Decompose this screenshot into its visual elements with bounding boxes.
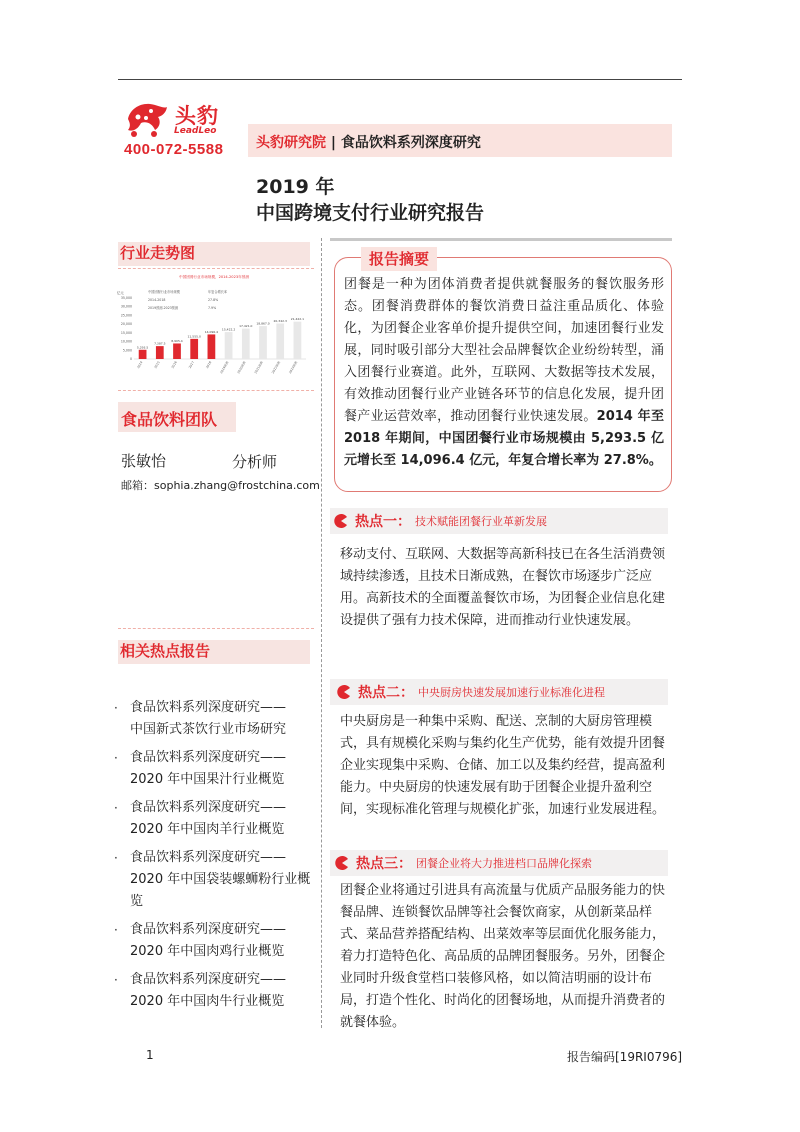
related-report-line1: 食品饮料系列深度研究——	[130, 700, 287, 715]
bullet-icon: ·	[114, 851, 118, 865]
chart-legend-value: 7.9%	[208, 306, 217, 310]
chart-legend-value: 27.8%	[208, 298, 219, 302]
chart-y-tick: 30,000	[120, 304, 132, 309]
chart-y-tick: 35,000	[120, 296, 132, 300]
summary-text	[344, 274, 664, 472]
chart-bar	[139, 350, 147, 359]
hotspot-subtitle: 中央厨房快速发展加速行业标准化进程	[418, 686, 605, 699]
chart-x-tick: 2014	[136, 360, 144, 370]
chart-legend-label: 2014-2018	[148, 298, 166, 302]
analyst-role: 分析师	[232, 453, 278, 471]
chart-data-label: 5,293.5	[136, 345, 149, 350]
chart-data-label: 8,905.4	[171, 338, 183, 343]
related-report-line1: 食品饮料系列深度研究——	[130, 922, 287, 937]
page-number: 1	[146, 1048, 154, 1062]
related-report-line2: 2020 年中国肉鸡行业概览	[130, 944, 285, 959]
related-report-item[interactable]	[114, 697, 314, 741]
related-report-line2: 2020 年中国袋装螺蛳粉行业概览	[130, 872, 311, 909]
brand-name-cn: 头豹	[175, 104, 219, 128]
related-report-line1: 食品饮料系列深度研究——	[130, 800, 287, 815]
bullet-icon: ·	[114, 923, 118, 937]
chart-x-tick: 2022预测	[270, 360, 282, 375]
chart-y-tick: 20,000	[120, 322, 132, 327]
related-report-line1: 食品饮料系列深度研究——	[130, 972, 287, 987]
team-divider	[118, 390, 314, 391]
chart-x-tick: 2020预测	[236, 360, 247, 375]
chart-x-tick: 2016	[170, 360, 178, 370]
chart-data-label: 17,421.0	[239, 324, 253, 329]
hotspot-label: 热点二：	[358, 685, 414, 701]
related-report-item[interactable]	[114, 747, 314, 791]
chart-legend-label: 2019预测-2023预测	[148, 306, 179, 310]
chart-x-tick: 2021预测	[253, 360, 264, 375]
chart-data-label: 21,422.1	[290, 317, 305, 322]
related-report-line2: 2020 年中国果汁行业概览	[130, 772, 285, 787]
related-report-line2: 2020 年中国肉羊行业概览	[130, 822, 285, 837]
pacman-icon	[336, 684, 352, 700]
related-report-line1: 食品饮料系列深度研究——	[130, 750, 287, 765]
chart-x-tick: 2015	[153, 360, 161, 370]
chart-y-tick: 15,000	[120, 330, 132, 335]
chart-x-tick: 2017	[187, 360, 196, 370]
related-report-line2: 2020 年中国肉牛行业概览	[130, 994, 285, 1009]
chart-y-tick: 5,000	[122, 348, 132, 353]
chart-legend-value: 年复合增长率	[208, 290, 228, 294]
analyst-name: 张敏怡	[121, 452, 167, 470]
hotspot-text: 移动支付、互联网、大数据等高新科技已在各生活消费领域持续渗透，且技术日渐成熟，在餐饮市场逐步广泛应用。高新技术的全面覆盖餐饮市场，为团餐企业信息化建设提供了强有力技术保障，进而推动行业快速发展。	[340, 547, 666, 628]
related-report-item[interactable]	[114, 969, 314, 1013]
summary-title: 报告摘要	[361, 247, 437, 271]
hotspot-text: 团餐企业将通过引进具有高流量与优质产品服务能力的快餐品牌、连锁餐饮品牌等社会餐饮商家，从创新菜品样式、菜品营养搭配结构、出菜效率等层面优化服务能力，着力打造特色化、高品质的品牌团餐服务。另外，团餐企业同时升级食堂档口装修风格，如以简洁明丽的设计布局，打造个性化、时尚化的团餐场地，从而提升消费者的就餐体验。	[340, 883, 666, 1030]
summary-plain: 团餐是一种为团体消费者提供就餐服务的餐饮服务形态。团餐消费群体的餐饮消费日益注重品质化、体验化，为团餐企业客单价提升提供空间，加速团餐行业发展，同时吸引部分大型社会品牌餐饮企业纷纷转型，涌入团餐行业赛道。此外，互联网、大数据等技术发展，有效推动团餐行业产业链各环节的信息化发展，提升团餐产业运营效率，推动团餐行业快速发展。	[344, 277, 664, 424]
hotspot-subtitle: 技术赋能团餐行业革新发展	[415, 515, 547, 528]
analyst-email[interactable]: 邮箱：sophia.zhang@frostchina.com	[121, 479, 320, 492]
bullet-icon: ·	[114, 701, 118, 715]
chart-data-label: 18,867.0	[256, 321, 270, 326]
chart-bar	[190, 339, 198, 359]
report-year: 2019 年	[256, 176, 335, 198]
chart-title: 中国团餐行业市场规模，2014-2023年预测	[179, 275, 249, 279]
related-report-line2: 中国新式茶饮行业市场研究	[130, 722, 287, 737]
chart-data-label: 11,555.0	[187, 334, 201, 339]
bullet-icon: ·	[114, 973, 118, 987]
chart-x-tick: 2019预测	[219, 360, 230, 375]
related-section-header: 相关热点报告	[118, 640, 310, 664]
chart-legend-label: 中国团餐行业市场规模	[148, 290, 180, 294]
report-title: 中国跨境支付行业研究报告	[256, 202, 485, 224]
institute-name: 头豹研究院	[256, 135, 326, 151]
chart-data-label: 14,096.4	[204, 329, 219, 334]
bullet-icon: ·	[114, 801, 118, 815]
leopard-logo-icon	[124, 99, 170, 137]
chart-bar	[225, 332, 233, 359]
chart-bar	[242, 329, 250, 359]
brand-name-en: LeadLeo	[174, 126, 217, 136]
related-report-item[interactable]	[114, 919, 314, 963]
chart-x-tick: 2018	[204, 360, 213, 370]
related-report-list	[114, 697, 314, 1019]
summary-highlight: 2014 年至 2018 年期间，中国团餐行业市场规模由 5,293.5 亿元增长至 14,096.4 亿元，年复合增长率为 27.8%。	[344, 409, 664, 468]
chart-y-unit: 亿元	[117, 291, 124, 295]
chart-data-label: 20,342.3	[273, 319, 287, 324]
chart-data-label: 7,387.5	[154, 341, 166, 346]
pacman-icon	[333, 513, 349, 529]
trend-section-header: 行业走势图	[118, 242, 310, 266]
header-rule	[118, 79, 682, 80]
team-section-header: 食品饮料团队	[118, 402, 236, 432]
trend-divider	[118, 268, 314, 269]
hotspot-header	[333, 508, 547, 534]
related-report-item[interactable]	[114, 797, 314, 841]
chart-bar	[208, 334, 216, 359]
chart-x-tick: 2023预测	[287, 360, 299, 375]
chart-bar	[294, 322, 302, 359]
series-separator: |	[330, 135, 336, 151]
series-title	[256, 132, 481, 152]
report-code: 报告编码[19RI0796]	[567, 1050, 683, 1064]
chart-y-tick: 25,000	[120, 313, 132, 318]
hotspot-header	[336, 679, 605, 705]
hotspot-subtitle: 团餐企业将大力推进档口品牌化探索	[416, 857, 592, 870]
hotspot-text: 中央厨房是一种集中采购、配送、烹制的大厨房管理模式，具有规模化采购与集约化生产优势，能有效提升团餐企业实现集中采购、仓储、加工以及集约经营，提高盈利能力。中央厨房的快速发展有助于团餐企业提升盈利空间，实现标准化管理与规模化扩张，加速行业发展进程。	[340, 714, 666, 817]
related-divider	[118, 628, 314, 629]
hotspot-label: 热点一：	[355, 514, 411, 530]
chart-y-tick: 0	[129, 357, 132, 361]
related-report-item[interactable]	[114, 847, 314, 913]
chart-bar	[259, 326, 267, 359]
trend-chart	[116, 272, 312, 376]
related-report-line1: 食品饮料系列深度研究——	[130, 850, 287, 865]
contact-phone: 400-072-5588	[124, 141, 224, 158]
hotspot-label: 热点三：	[356, 856, 412, 872]
bullet-icon: ·	[114, 751, 118, 765]
chart-bar	[156, 346, 164, 359]
hotspot-header	[334, 850, 592, 876]
chart-bar	[173, 343, 181, 359]
column-divider	[321, 238, 322, 1028]
chart-data-label: 15,422.2	[221, 327, 236, 332]
series-name: 食品饮料系列深度研究	[340, 135, 481, 151]
chart-y-tick: 10,000	[120, 339, 132, 344]
summary-top-band	[330, 238, 672, 241]
pacman-icon	[334, 855, 350, 871]
chart-bar	[276, 324, 284, 359]
